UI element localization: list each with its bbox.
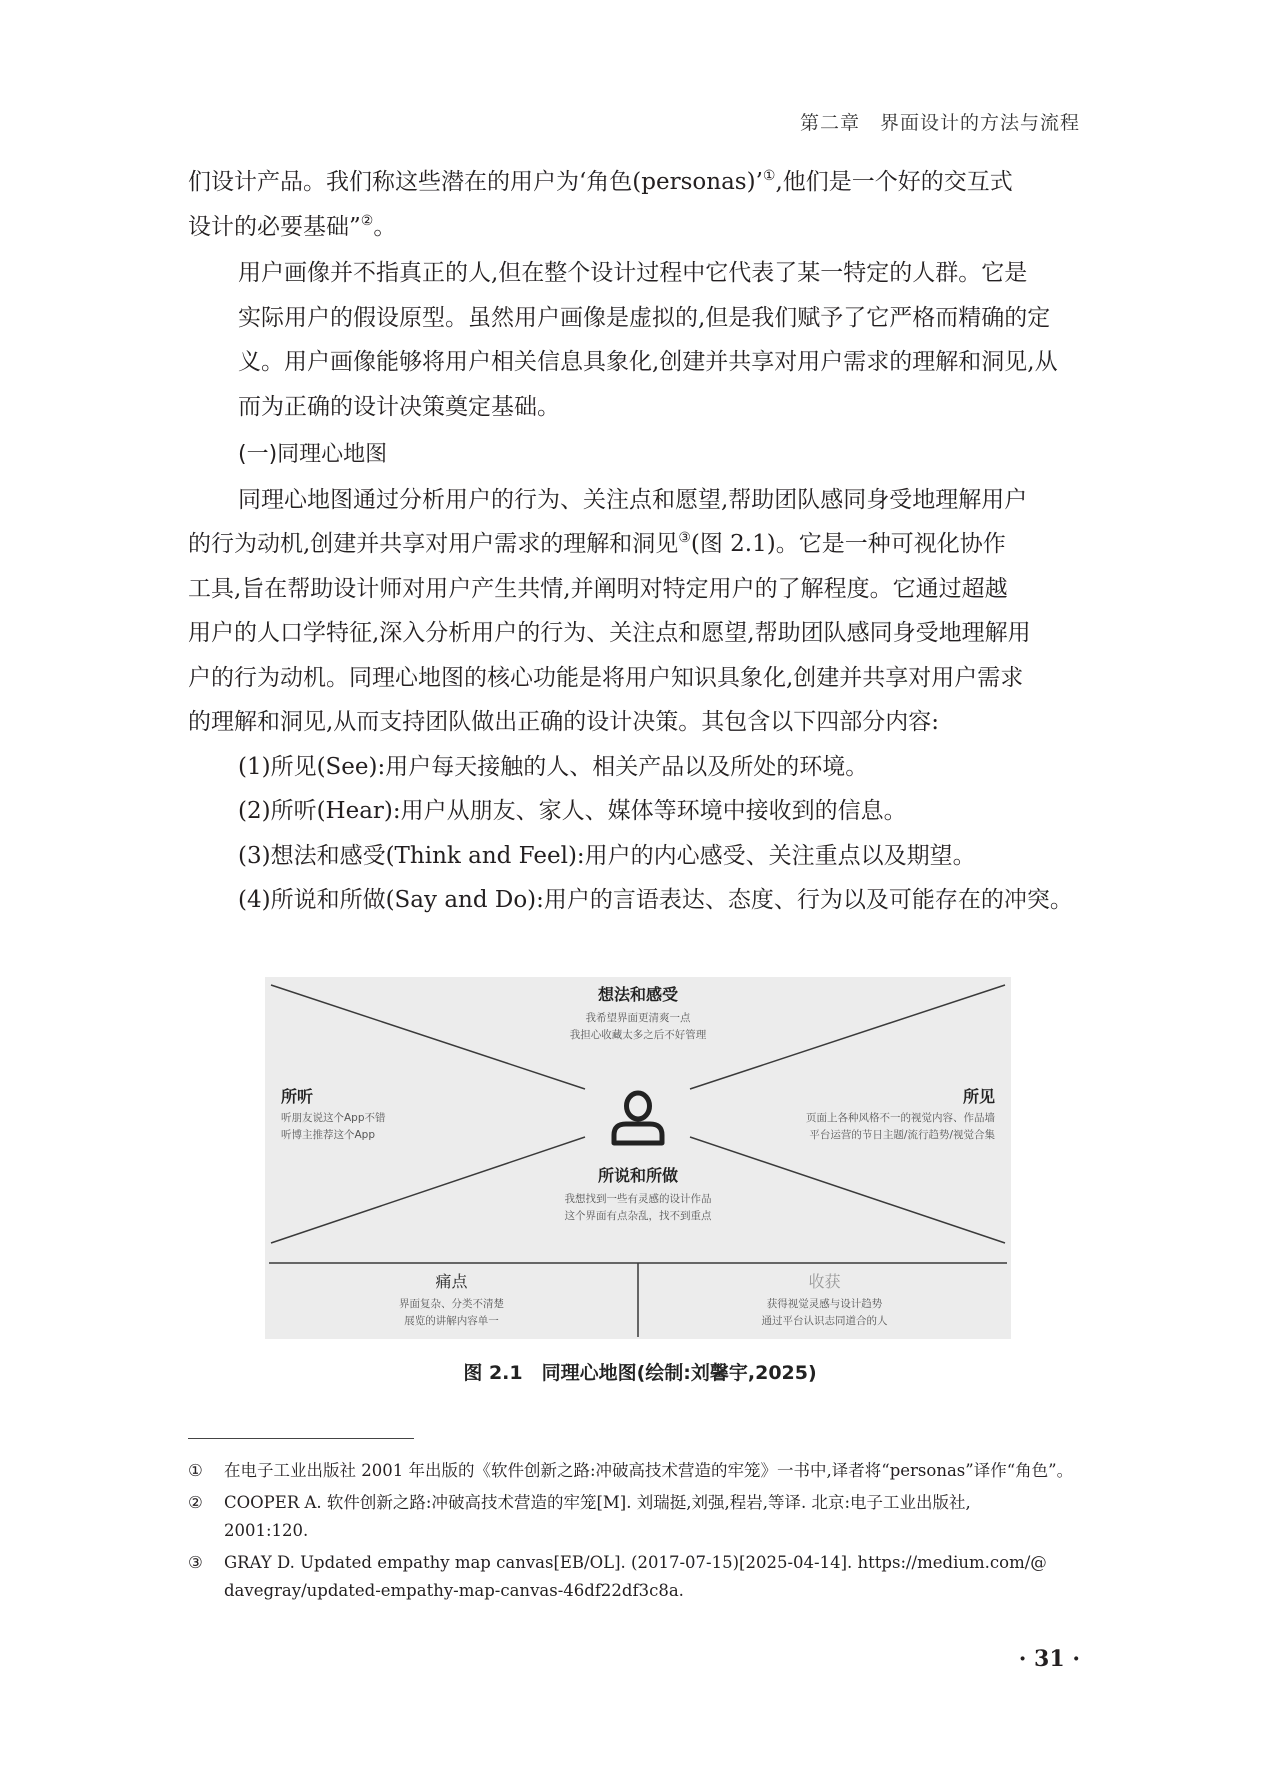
gain-section: [638, 1269, 1011, 1330]
text-line: [188, 160, 1088, 205]
body-text: [188, 160, 1088, 923]
figure-caption: 图 2.1 同理心地图(绘制:刘馨宇,2025): [463, 1362, 817, 1384]
quadrant-note: 我想找到一些有灵感的设计作品: [564, 1193, 712, 1205]
text-run: 设计的必要基础”: [188, 213, 361, 240]
text-run: 。: [373, 213, 397, 240]
quadrant-title: 所听: [281, 1087, 314, 1106]
quadrant-say-do: [513, 1163, 763, 1225]
text-run: (图 2.1)。它是一种可视化协作: [690, 531, 1006, 557]
paragraph-3: [188, 478, 1088, 745]
paragraph-2: [188, 251, 1088, 429]
quadrant-title: 所说和所做: [597, 1166, 678, 1185]
text-line: [188, 522, 1088, 567]
quadrant-see: [806, 1084, 995, 1144]
text-line: 的理解和洞见,从而支持团队做出正确的设计决策。其包含以下四部分内容:: [188, 709, 940, 735]
pain-title: 痛点: [435, 1272, 468, 1291]
text-line: [188, 205, 1088, 250]
text-line: 工具,旨在帮助设计师对用户产生共情,并阐明对特定用户的了解程度。它通过超越: [188, 575, 1008, 602]
gain-note: 获得视觉灵感与设计趋势: [766, 1298, 883, 1310]
footnote-ref-3[interactable]: ③: [678, 530, 691, 546]
text-run: ,他们是一个好的交互式: [775, 169, 1013, 195]
quadrant-note: 页面上各种风格不一的视觉内容、作品墙: [806, 1112, 995, 1124]
text-line: 而为正确的设计决策奠定基础。: [238, 393, 560, 420]
quadrant-title: 所见: [962, 1087, 995, 1106]
footnote-mark: ③: [188, 1553, 203, 1572]
pain-section: [265, 1269, 638, 1330]
footnote-text: 2001:120.: [224, 1521, 309, 1540]
pain-note: 界面复杂、分类不清楚: [399, 1298, 504, 1310]
footnote-mark: ②: [188, 1493, 203, 1512]
footnote-text[interactable]: GRAY D. Updated empathy map canvas[EB/OL]. (2017-07-15)[2025-04-14]. https://medium.com/@: [224, 1553, 1047, 1572]
footnote-ref-1[interactable]: ①: [762, 168, 776, 184]
gain-title: 收获: [808, 1272, 841, 1291]
footnote-ref-2[interactable]: ②: [360, 212, 374, 229]
pain-note: 展览的讲解内容单一: [404, 1315, 499, 1327]
quadrant-note: 我担心收藏太多之后不好管理: [569, 1029, 707, 1041]
footnote-3: [188, 1549, 1088, 1605]
page-number: · 31 ·: [1018, 1646, 1080, 1672]
quadrant-note: 这个界面有点杂乱，找不到重点: [564, 1210, 712, 1222]
paragraph-1: [188, 160, 1088, 249]
list-item-see: (1)所见(See):用户每天接触的人、相关产品以及所处的环境。: [238, 753, 869, 780]
text-line: 义。用户画像能够将用户相关信息具象化,创建并共享对用户需求的理解和洞见,从: [238, 349, 1058, 375]
footnote-text: COOPER A. 软件创新之路:冲破高技术营造的牢笼[M]. 刘瑞挺,刘强,程岩,等译. 北京:电子工业出版社,: [224, 1493, 971, 1512]
footnote-divider: [188, 1438, 414, 1439]
footnote-text[interactable]: davegray/updated-empathy-map-canvas-46df22df3c8a.: [224, 1581, 684, 1600]
quadrant-note: 听朋友说这个App不错: [281, 1112, 386, 1124]
section-heading: (一)同理心地图: [238, 442, 388, 467]
list-item-think-feel: (3)想法和感受(Think and Feel):用户的内心感受、关注重点以及期望。: [238, 842, 976, 869]
text-line: 实际用户的假设原型。虽然用户画像是虚拟的,但是我们赋予了它严格而精确的定: [238, 304, 1051, 331]
quadrant-note: 听博主推荐这个App: [281, 1129, 376, 1141]
footnote-2: [188, 1489, 1088, 1545]
text-line: 用户画像并不指真正的人,但在整个设计过程中它代表了某一特定的人群。它是: [238, 260, 1028, 286]
quadrant-hear: [281, 1084, 386, 1144]
footnote-text: 在电子工业出版社 2001 年出版的《软件创新之路:冲破高技术营造的牢笼》一书中,译者将“personas”译作“角色”。: [224, 1461, 1074, 1480]
text-run: 们设计产品。我们称这些潜在的用户为‘角色(personas)’: [188, 169, 763, 195]
quadrant-note: 我希望界面更清爽一点: [585, 1012, 691, 1024]
text-line: 用户的人口学特征,深入分析用户的行为、关注点和愿望,帮助团队感同身受地理解用: [188, 620, 1031, 646]
text-line: 户的行为动机。同理心地图的核心功能是将用户知识具象化,创建并共享对用户需求: [188, 664, 1024, 691]
quadrant-title: 想法和感受: [597, 985, 678, 1004]
footnote-1: [188, 1457, 1088, 1485]
list-item-say-do: (4)所说和所做(Say and Do):用户的言语表达、态度、行为以及可能存在的冲突。: [238, 887, 1073, 913]
text-run: 的行为动机,创建并共享对用户需求的理解和洞见: [188, 531, 679, 557]
footnotes: [188, 1457, 1088, 1609]
gain-note: 通过平台认识志同道合的人: [761, 1315, 888, 1327]
text-line: 同理心地图通过分析用户的行为、关注点和愿望,帮助团队感同身受地理解用户: [238, 486, 1028, 513]
empathy-map-figure: [265, 977, 1011, 1339]
quadrant-think-feel: [513, 982, 763, 1044]
list-item-hear: (2)所听(Hear):用户从朋友、家人、媒体等环境中接收到的信息。: [238, 798, 907, 824]
quadrant-note: 平台运营的节日主题/流行趋势/视觉合集: [809, 1129, 995, 1141]
running-head: 第二章 界面设计的方法与流程: [799, 112, 1080, 134]
user-icon: [608, 1089, 668, 1147]
footnote-mark: ①: [188, 1461, 203, 1480]
